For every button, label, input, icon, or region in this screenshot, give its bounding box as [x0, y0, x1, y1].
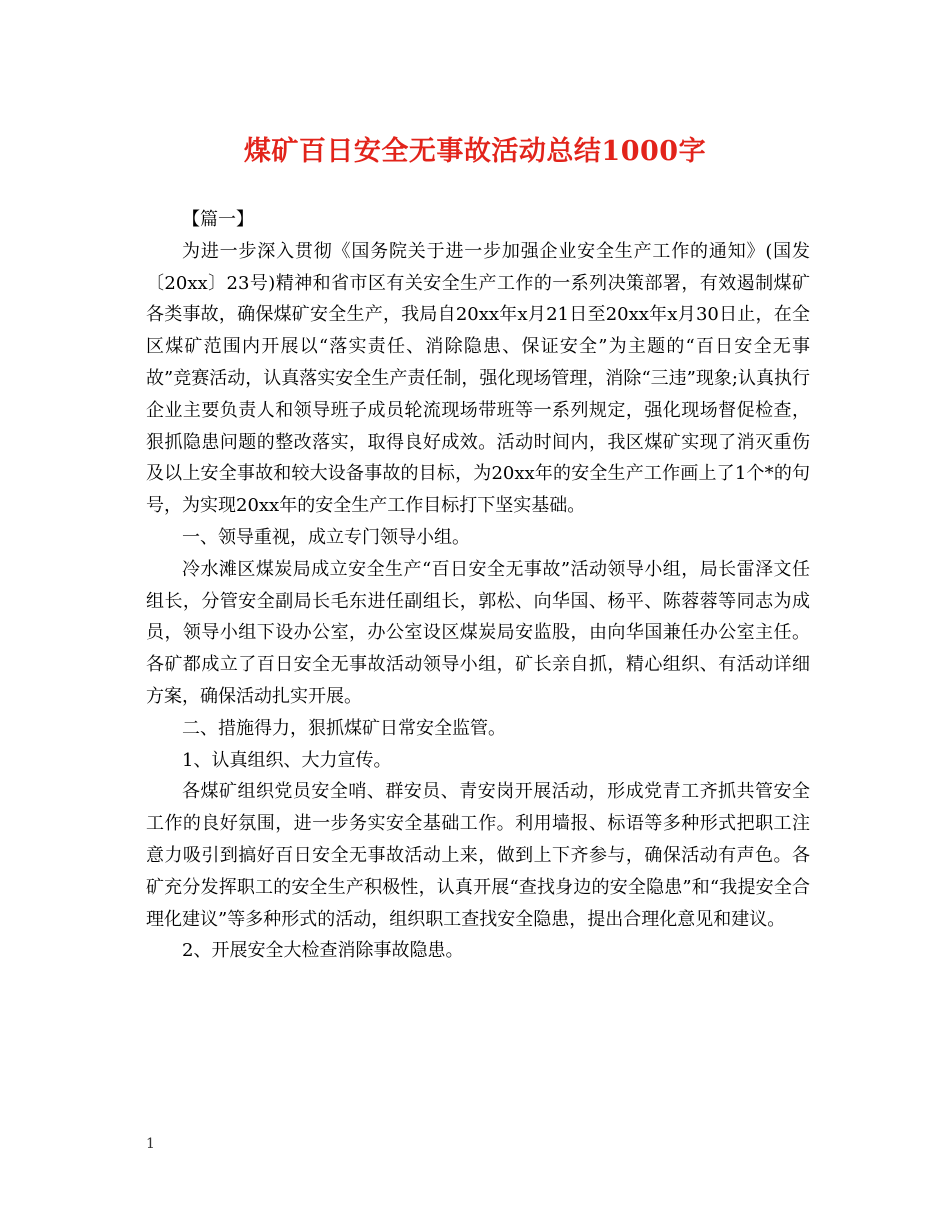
page-number: 1	[146, 1136, 155, 1152]
paragraph-introduction: 为进一步深入贯彻《国务院关于进一步加强企业安全生产工作的通知》(国发〔20xx〕23号)精神和省市区有关安全生产工作的一系列决策部署，有效遏制煤矿各类事故，确保煤矿安全生产，我局自20xx年x月21日至20xx年x月30日止，在全区煤矿范围内开展以“落实责任、消除隐患、保证安全”为主题的“百日安全无事故”竞赛活动，认真落实安全生产责任制，强化现场管理，消除“三违”现象;认真执行企业主要负责人和领导班子成员轮流现场带班等一系列规定，强化现场督促检查，狠抓隐患问题的整改落实，取得良好成效。活动时间内，我区煤矿实现了消灭重伤及以上安全事故和较大设备事故的目标，为20xx年的安全生产工作画上了1个*的句号，为实现20xx年的安全生产工作目标打下坚实基础。	[146, 240, 810, 517]
heading-measures: 二、措施得力，狠抓煤矿日常安全监管。	[182, 717, 506, 739]
document-title: 煤矿百日安全无事故活动总结1000字	[243, 136, 707, 167]
subheading-organize-publicize: 1、认真组织、大力宣传。	[182, 749, 392, 771]
paragraph-activities: 各煤矿组织党员安全哨、群安员、青安岗开展活动，形成党青工齐抓共管安全工作的良好氛围，进一步务实安全基础工作。利用墙报、标语等多种形式把职工注意力吸引到搞好百日安全无事故活动上来，做到上下齐参与，确保活动有声色。各矿充分发挥职工的安全生产积极性，认真开展“查找身边的安全隐患”和“我提安全合理化建议”等多种形式的活动，组织职工查找安全隐患，提出合理化意见和建议。	[146, 781, 810, 930]
subheading-safety-inspection: 2、开展安全大检查消除事故隐患。	[182, 940, 464, 962]
paragraph-leadership-group: 冷水滩区煤炭局成立安全生产“百日安全无事故”活动领导小组，局长雷泽文任组长，分管安全副局长毛东进任副组长，郭松、向华国、杨平、陈蓉蓉等同志为成员，领导小组下设办公室，办公室设区煤炭局安监股，由向华国兼任办公室主任。各矿都成立了百日安全无事故活动领导小组，矿长亲自抓，精心组织、有活动详细方案，确保活动扎实开展。	[146, 558, 810, 707]
section-heading-part-one: 【篇一】	[182, 209, 254, 230]
heading-leadership: 一、领导重视，成立专门领导小组。	[182, 526, 470, 548]
document-body	[146, 204, 810, 967]
